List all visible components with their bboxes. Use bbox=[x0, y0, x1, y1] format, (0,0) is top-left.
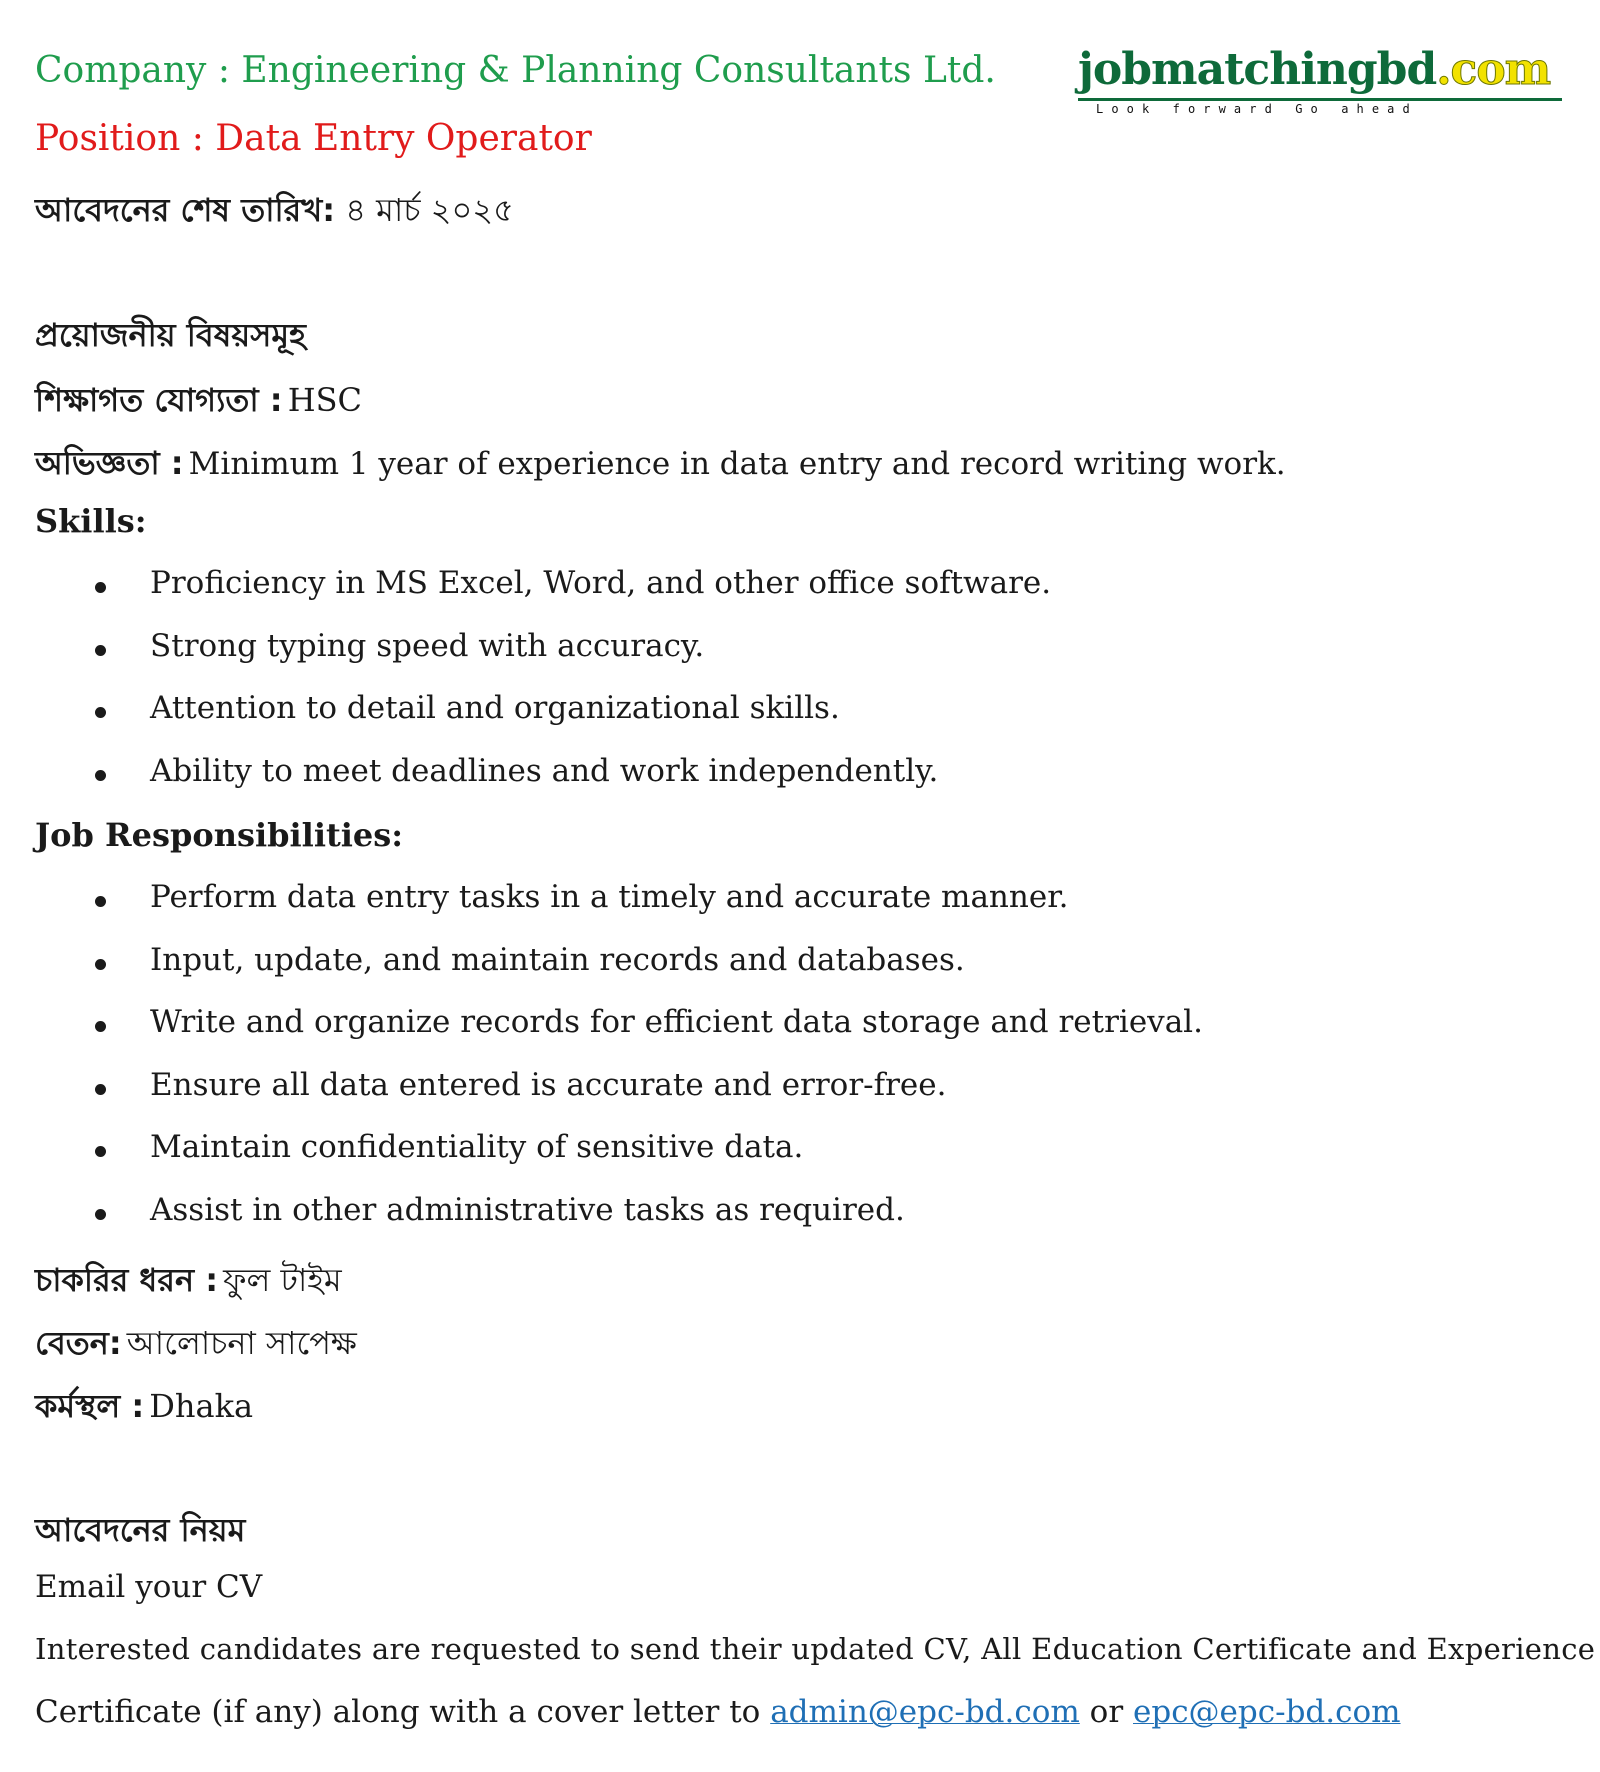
bullet-icon bbox=[95, 1084, 106, 1095]
location-label: কর্মস্থল : bbox=[35, 1387, 145, 1425]
salary-line bbox=[35, 1318, 357, 1372]
job-type-line bbox=[35, 1255, 342, 1309]
logo-suffix: .com bbox=[1436, 44, 1551, 95]
logo-underline bbox=[1078, 98, 1562, 101]
salary-label: বেতন: bbox=[35, 1324, 122, 1362]
requirements-heading: প্রয়োজনীয় বিষয়সমূহ bbox=[35, 316, 306, 354]
apply-method: Email your CV bbox=[35, 1569, 263, 1605]
logo-wordmark bbox=[1078, 44, 1551, 95]
email-link-epc[interactable]: epc@epc-bd.com bbox=[1133, 1694, 1401, 1730]
bullet-icon bbox=[95, 1146, 106, 1157]
apply-line2-prefix: Certificate (if any) along with a cover letter to bbox=[35, 1694, 761, 1730]
deadline-label: আবেদনের শেষ তারিখ: bbox=[35, 191, 336, 229]
bullet-icon bbox=[95, 896, 106, 907]
experience-value: Minimum 1 year of experience in data entry and record writing work. bbox=[188, 446, 1286, 482]
list-item: Proficiency in MS Excel, Word, and other office software. bbox=[150, 565, 1052, 601]
location-line bbox=[35, 1381, 253, 1435]
bullet-icon bbox=[95, 1209, 106, 1220]
email-link-admin[interactable]: admin@epc-bd.com bbox=[770, 1694, 1080, 1730]
job-type-value: ফুল টাইম bbox=[223, 1261, 342, 1299]
skills-heading: Skills: bbox=[35, 502, 147, 540]
location-value: Dhaka bbox=[149, 1387, 254, 1425]
education-label: শিক্ষাগত যোগ্যতা : bbox=[35, 381, 283, 419]
bullet-icon bbox=[95, 645, 106, 656]
position-line: Position : Data Entry Operator bbox=[35, 118, 592, 159]
company-line: Company : Engineering & Planning Consultants Ltd. bbox=[35, 50, 996, 91]
responsibilities-heading: Job Responsibilities: bbox=[35, 816, 404, 854]
list-item: Ability to meet deadlines and work independently. bbox=[150, 753, 939, 789]
list-item: Ensure all data entered is accurate and error-free. bbox=[150, 1067, 947, 1103]
education-value: HSC bbox=[287, 381, 362, 419]
deadline-value: ৪ মার্চ ২০২৫ bbox=[345, 191, 514, 229]
logo-tagline: Look forward Go ahead bbox=[1096, 102, 1418, 116]
bullet-icon bbox=[95, 1021, 106, 1032]
list-item: Assist in other administrative tasks as required. bbox=[150, 1192, 905, 1228]
apply-connector: or bbox=[1089, 1694, 1124, 1730]
job-type-label: চাকরির ধরন : bbox=[35, 1261, 219, 1299]
education-line bbox=[35, 375, 362, 429]
list-item: Write and organize records for efficient data storage and retrieval. bbox=[150, 1004, 1203, 1040]
apply-instructions-line1: Interested candidates are requested to send their updated CV, All Education Certificate and Experience bbox=[35, 1632, 1596, 1666]
list-item: Input, update, and maintain records and databases. bbox=[150, 942, 965, 978]
apply-heading: আবেদনের নিয়ম bbox=[35, 1511, 246, 1549]
bullet-icon bbox=[95, 770, 106, 781]
bullet-icon bbox=[95, 959, 106, 970]
logo-main-text: jobmatchingbd bbox=[1078, 44, 1437, 95]
apply-instructions-line2 bbox=[35, 1694, 1401, 1730]
list-item: Maintain confidentiality of sensitive data. bbox=[150, 1129, 804, 1165]
list-item: Attention to detail and organizational skills. bbox=[150, 690, 840, 726]
deadline-line bbox=[35, 185, 514, 239]
list-item: Strong typing speed with accuracy. bbox=[150, 628, 705, 664]
experience-label: অভিজ্ঞতা : bbox=[35, 444, 184, 482]
site-logo bbox=[1078, 44, 1562, 118]
bullet-icon bbox=[95, 582, 106, 593]
experience-line bbox=[35, 438, 1286, 492]
bullet-icon bbox=[95, 707, 106, 718]
list-item: Perform data entry tasks in a timely and accurate manner. bbox=[150, 879, 1069, 915]
salary-value: আলোচনা সাপেক্ষ bbox=[126, 1324, 357, 1362]
